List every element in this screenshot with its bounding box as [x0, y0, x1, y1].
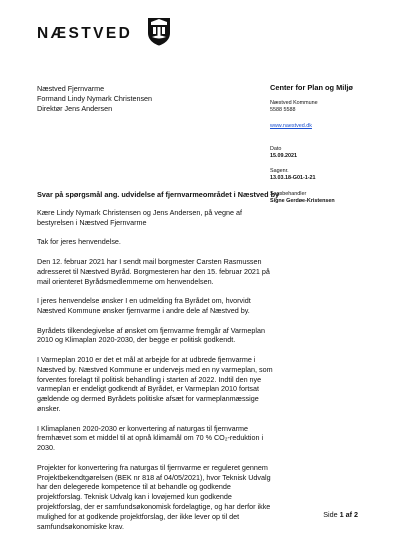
- body-line: projektforslag, der er samfundsøkonomisk fordelagtige, og har derfor ikke: [37, 501, 271, 511]
- department-name: Center for Plan og Miljø: [270, 83, 353, 92]
- body-line: bestyrelsen i Næstved Fjernvarme: [37, 217, 147, 227]
- body-line: fremhævet som et middel til at opnå klimamål om 70 % CO₂-reduktion i: [37, 433, 264, 443]
- recipient-line: Formand Lindy Nymark Christensen: [37, 94, 153, 104]
- naestved-logo: NÆSTVED: [37, 25, 133, 42]
- body-line: Kære Lindy Nymark Christensen og Jens Andersen, på vegne af: [37, 208, 242, 217]
- body-line: adresseret til Næstved Byråd. Borgmesteren har den 15. februar 2021 på: [37, 266, 270, 276]
- body-line: I jeres henvendelse ønsker I en udmelding fra Byrådet om, hvorvidt: [37, 296, 251, 306]
- body-line: ønsker.: [37, 403, 61, 413]
- body-paragraph: [37, 424, 357, 453]
- body-line: mail orienteret Byrådsmedlemmerne om henvendelsen.: [37, 276, 214, 286]
- page-total: 2: [354, 510, 358, 519]
- body-line: Byrådets tilkendegivelse af ønsket om fjernvarme fremgår af Varmeplan: [37, 325, 265, 335]
- body-line: Den 12. februar 2021 har I sendt mail borgmester Carsten Rasmussen: [37, 256, 262, 266]
- body-line: gældende og dermed Byrådets politiske afsæt for varmeplanmæssige: [37, 394, 259, 404]
- page-word: Side: [323, 510, 338, 519]
- sender-info: [270, 84, 353, 205]
- case-label: Sagenr.: [270, 168, 289, 175]
- case-value: 13.03.18-G01-1-21: [270, 175, 316, 182]
- letter-subject: Svar på spørgsmål ang. udvidelse af fjernvarmeområdet i Næstved by: [37, 190, 280, 199]
- body-line: 2030.: [37, 443, 55, 453]
- body-line: Næstved by. Næstved Kommune er undervejs med en ny varmeplan, som: [37, 364, 273, 374]
- body-line: varmeplan er endeligt godkendt af Byrådet, er Varmeplan 2010 fortsat: [37, 384, 260, 394]
- date-value: 15.09.2021: [270, 153, 297, 160]
- body-paragraph: [37, 237, 357, 247]
- body-paragraph: [37, 463, 357, 532]
- body-line: I Varmeplan 2010 er det et mål at arbejde for at udbrede fjernvarme i: [37, 354, 256, 364]
- body-paragraph: [37, 257, 357, 286]
- recipient-line: Næstved Fjernvarme: [37, 84, 105, 93]
- body-line: 2010 og Klimaplan 2020-2030, der begge er politisk godkendt.: [37, 335, 236, 345]
- body-paragraph: [37, 296, 357, 316]
- body-line: Tak for jeres henvendelse.: [37, 237, 121, 247]
- body-line: forventes forelagt til politisk behandling i starten af 2022. Indtil den nye: [37, 374, 262, 384]
- body-line: I Klimaplanen 2020-2030 er konvertering af naturgas til fjernvarme: [37, 423, 248, 433]
- body-paragraph: [37, 326, 357, 346]
- naestved-crest-icon: [147, 16, 171, 46]
- date-label: Dato: [270, 145, 282, 152]
- body-paragraph: [37, 208, 357, 228]
- page-of: af: [345, 510, 352, 519]
- body-line: projektforslag. Teknisk Udvalg kan i lovøjemed kun godkende: [37, 492, 232, 502]
- page-current: 1: [339, 510, 344, 519]
- body-paragraph: [37, 355, 357, 414]
- org-name: Næstved Kommune: [270, 100, 318, 107]
- body-line: samfundsøkonomiske krav.: [37, 521, 124, 531]
- website-link[interactable]: www.naestved.dk: [270, 122, 312, 129]
- handler-value: Signe Gerdøe-Kristensen: [270, 197, 335, 204]
- recipient-address: [37, 84, 152, 115]
- body-line: mulighed for at godkende projektforslag, der ikke lever op til det: [37, 511, 240, 521]
- letter-body: [37, 208, 357, 541]
- body-line: Projekter for konvertering fra naturgas til fjernvarme er reguleret gennem: [37, 462, 268, 472]
- recipient-line: Direktør Jens Andersen: [37, 104, 113, 114]
- body-line: Projektbekendtgørelsen (BEK nr 818 af 04/05/2021), hvor Teknisk Udvalg: [37, 472, 271, 482]
- phone-number: 5588 5588: [270, 107, 296, 114]
- body-line: har den delegerede kompetence til at behandle og godkende: [37, 482, 231, 492]
- handler-label: Sagsbehandler: [270, 190, 307, 197]
- page-indicator: [323, 510, 358, 519]
- body-line: Næstved Kommune ønsker fjernvarme i andre dele af Næstved by.: [37, 305, 250, 315]
